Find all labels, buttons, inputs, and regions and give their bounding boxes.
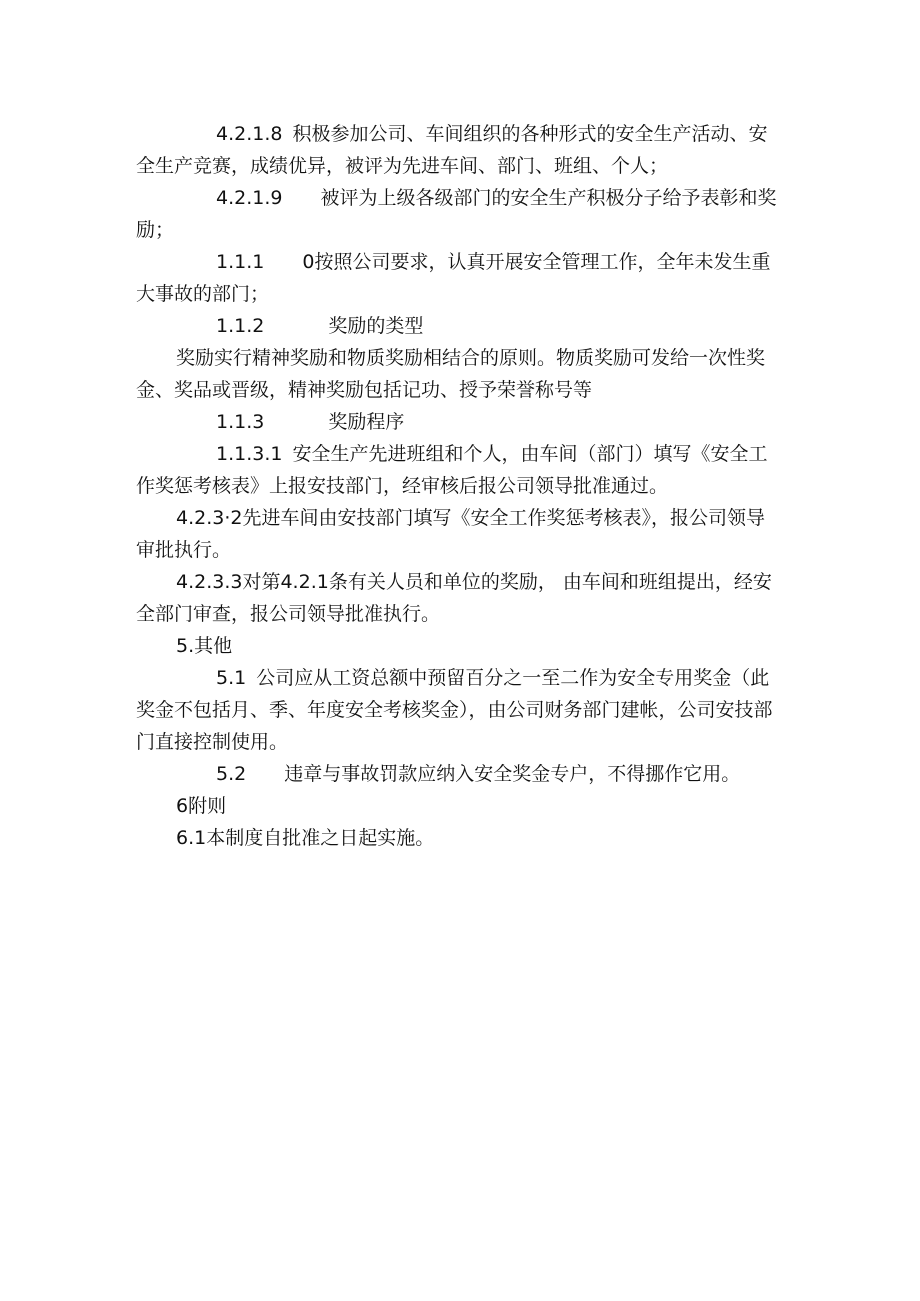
section-heading-6 [136, 790, 780, 822]
clause-number: 5.2 [216, 763, 247, 785]
section-title: 5.其他 [176, 635, 233, 657]
paragraph-4-2-1-8 [136, 118, 780, 182]
clause-text: 0按照公司要求，认真开展安全管理工作，全年未发生重大事故的部门； [136, 251, 771, 305]
clause-number: 1.1.2 [216, 315, 265, 337]
paragraph-1-1-2 [136, 310, 780, 342]
clause-number: 5.1 [216, 667, 247, 689]
paragraph-5-1 [136, 662, 780, 758]
paragraph-1-1-3-1 [136, 438, 780, 502]
clause-number: 4.2.1.8 [216, 123, 283, 145]
paragraph-4-2-3-2 [136, 502, 780, 566]
paragraph-4-2-1-9 [136, 182, 780, 246]
section-title: 6附则 [176, 795, 227, 817]
clause-number: 1.1.1 [216, 251, 265, 273]
clause-text: 被评为上级各级部门的安全生产积极分子给予表彰和奖励； [136, 187, 777, 241]
paragraph-6-1 [136, 822, 780, 854]
clause-number: 1.1.3.1 [216, 443, 283, 465]
paragraph-1-1-3 [136, 406, 780, 438]
clause-number: 4.2.1.9 [216, 187, 283, 209]
clause-text: 积极参加公司、车间组织的各种形式的安全生产活动、安全生产竞赛，成绩优异，被评为先进车间、部门、班组、个人； [136, 123, 768, 177]
clause-text: 4.2.3.3对第4.2.1条有关人员和单位的奖励， 由车间和班组提出，经安全部门审查，报公司领导批准执行。 [136, 571, 772, 625]
clause-text: 4.2.3·2先进车间由安技部门填写《安全工作奖惩考核表》，报公司领导审批执行。 [136, 507, 765, 561]
clause-text: 违章与事故罚款应纳入安全奖金专户，不得挪作它用。 [284, 763, 741, 785]
paragraph-4-2-3-3 [136, 566, 780, 630]
clause-text: 安全生产先进班组和个人，由车间（部门）填写《安全工作奖惩考核表》上报安技部门，经审核后报公司领导批准通过。 [136, 443, 768, 497]
paragraph-5-2 [136, 758, 780, 790]
clause-text: 6.1本制度自批准之日起实施。 [176, 827, 435, 849]
clause-text: 奖励实行精神奖励和物质奖励相结合的原则。物质奖励可发给一次性奖金、奖品或晋级，精神奖励包括记功、授予荣誉称号等 [136, 347, 766, 401]
paragraph-1-1-1 [136, 246, 780, 310]
paragraph-reward-principle [136, 342, 780, 406]
clause-number: 1.1.3 [216, 411, 265, 433]
clause-text: 奖励程序 [328, 411, 405, 433]
document-body [136, 118, 780, 854]
clause-text: 奖励的类型 [328, 315, 424, 337]
clause-text: 公司应从工资总额中预留百分之一至二作为安全专用奖金（此奖金不包括月、季、年度安全考核奖金），由公司财务部门建帐，公司安技部门直接控制使用。 [136, 667, 773, 753]
section-heading-5 [136, 630, 780, 662]
